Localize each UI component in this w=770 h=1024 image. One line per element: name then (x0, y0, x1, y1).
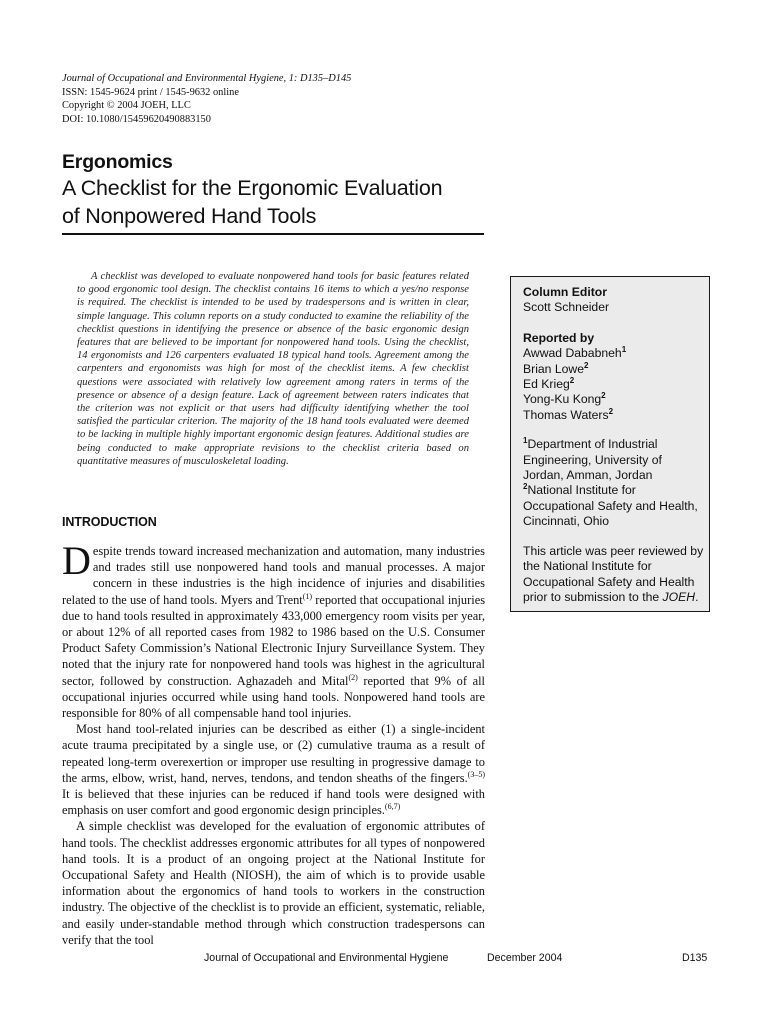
citation-ref: (3–5) (467, 769, 485, 779)
footer-journal: Journal of Occupational and Environmental Hygiene (204, 952, 449, 964)
p1-text-a: espite trends toward increased mechanization and automation, many industries and trades still use nonpowered hand tools and manual processes. A major concern in these industries is the high incidence of injuries and disabilities related to the use of hand tools. Myers and Trent (62, 544, 485, 607)
affiliation-line: Occupational Safety and Health, (523, 498, 698, 513)
introduction-heading: INTRODUCTION (62, 515, 157, 529)
review-line: Occupational Safety and Health (523, 574, 695, 589)
journal-citation: Journal of Occupational and Environmental Hygiene, 1: D135–D145 (62, 73, 352, 84)
affiliation-marker: 2 (523, 482, 528, 492)
reported-by-heading: Reported by (523, 330, 595, 345)
citation-ref: (1) (302, 591, 313, 601)
introduction-body (62, 538, 486, 948)
editor-sidebar (510, 276, 710, 612)
column-editor-heading: Column Editor (523, 285, 607, 299)
review-line: the National Institute for (523, 559, 652, 574)
affiliation-line: $^2$National Institute for (523, 482, 636, 498)
body-paragraph-1 (62, 538, 486, 721)
citation-ref: (2) (348, 672, 358, 682)
body-paragraph-3: A simple checklist was developed for the evaluation of ergonomic attributes of hand tools. The checklist addresses ergonomic attributes for all types of nonpowered hand tools. It is a product of an ongoing project at the National Institute for Occupational Safety and Health (NIOSH), the aim of which is to provide usable information about the ergonomics of hand tools to workers in the construction industry. The objective of the checklist is to provide an efficient, systematic, reliable, and easily under-standable method through which construction tradespersons can verify that the tool (62, 819, 485, 947)
section-label: Ergonomics (62, 151, 173, 173)
affiliation-marker: 2 (569, 375, 575, 385)
footer-date: December 2004 (487, 952, 563, 964)
review-line: prior to submission to the JOEH. (523, 589, 699, 604)
doi-line: DOI: 10.1080/15459620490883150 (62, 113, 211, 125)
p1-text-b: reported that occupational injuries due to hand tools resulted in approximately 433,000 emergency room visits per year, or about 12% of all reported cases from 1982 to 1986 based on the U.S. Consumer Product Safety Commission’s National Electronic Injury Surveillance System. They noted that the injury rate for nonpowered hand tools was highest in the agricultural sector, followed by construction. Aghazadeh and Mital (62, 592, 486, 688)
author-name: Ed Krieg$^2$ (523, 375, 575, 392)
affiliation-marker: 2 (583, 360, 589, 370)
p2-text-b: It is believed that these injuries can be reduced if hand tools were designed with emphasis on user comfort and good ergonomic design principles. (62, 787, 485, 818)
affiliation-marker: 2 (608, 406, 614, 416)
author-name: Yong-Ku Kong$^2$ (523, 391, 606, 407)
issn-line: ISSN: 1545-9624 print / 1545-9632 online (62, 86, 239, 98)
p2-text-a: Most hand tool-related injuries can be described as either (1) a single-incident acute trauma precipitated by a single use, or (2) cumulative trauma as a result of repeated long-term overexertion or improper use resulting in progressive damage to the arms, elbow, wrist, hand, nerves, tendons, and tendon sheaths of the fingers. (62, 722, 485, 785)
author-name: Thomas Waters$^2$ (523, 406, 614, 422)
affiliations (523, 437, 701, 529)
column-editor-name: Scott Schneider (523, 300, 610, 315)
author-name: Brian Lowe$^2$ (523, 360, 589, 376)
title-line-1: A Checklist for the Ergonomic Evaluation (62, 176, 443, 200)
affiliation-line: $^1$Department of Industrial (523, 436, 658, 452)
affiliation-marker: 2 (601, 391, 606, 401)
title-line-2: of Nonpowered Hand Tools (62, 204, 317, 228)
journal-abbrev: JOEH (662, 589, 696, 604)
title-rule (62, 233, 484, 235)
abstract: A checklist was developed to evaluate nonpowered hand tools for basic features related to good ergonomic tool design. The checklist contains 16 items to which a yes/no response is required. The checklist is intended to be used by tradespersons and is written in clear, simple language. This column reports on a study conducted to examine the reliability of the checklist questions in identifying the presence or absence of the basic ergonomic design features that are believed to be important for nonpowered hand tools. Using the checklist, 14 ergonomists and 126 carpenters evaluated 18 typical hand tools. Agreement among the carpenters and ergonomists was high for most of the checklist items. A few checklist questions were associated with relatively low agreement among raters in terms of the presence or absence of a design feature. Lack of agreement between raters indicates that the criterion was not explicit or that users had difficulty identifying whether the tool satisfied the particular criterion. The majority of the 18 hand tools evaluated were deemed to be lacking in multiple highly important ergonomic design features. Additional studies are being conducted to make appropriate revisions to the checklist criteria based on quantitative measures of musculoskeletal loading. (77, 271, 469, 467)
affiliation-marker: 1 (621, 345, 627, 355)
copyright-line: Copyright © 2004 JOEH, LLC (62, 100, 191, 112)
article-title (62, 174, 502, 230)
author-name: Awwad Dababneh$^1$ (523, 345, 627, 361)
affiliation-line: Jordan, Amman, Jordan (523, 468, 653, 483)
affiliation-line: Cincinnati, Ohio (523, 514, 610, 529)
drop-cap: D (62, 538, 91, 583)
review-line: This article was peer reviewed by (523, 543, 704, 558)
affiliation-line: Engineering, University of (523, 452, 662, 467)
peer-review-note (523, 543, 704, 606)
journal-header (62, 72, 482, 126)
p1-text-c: reported that 9% of all occupational injuries occurred while using hand tools. Nonpowered hand tools are responsible for 80% of all compensable hand tool injuries. (62, 673, 485, 721)
page-number: D135 (682, 952, 708, 964)
affiliation-marker: 1 (523, 436, 528, 446)
citation-ref: (6,7) (384, 802, 401, 812)
body-paragraph-2 (62, 721, 485, 818)
